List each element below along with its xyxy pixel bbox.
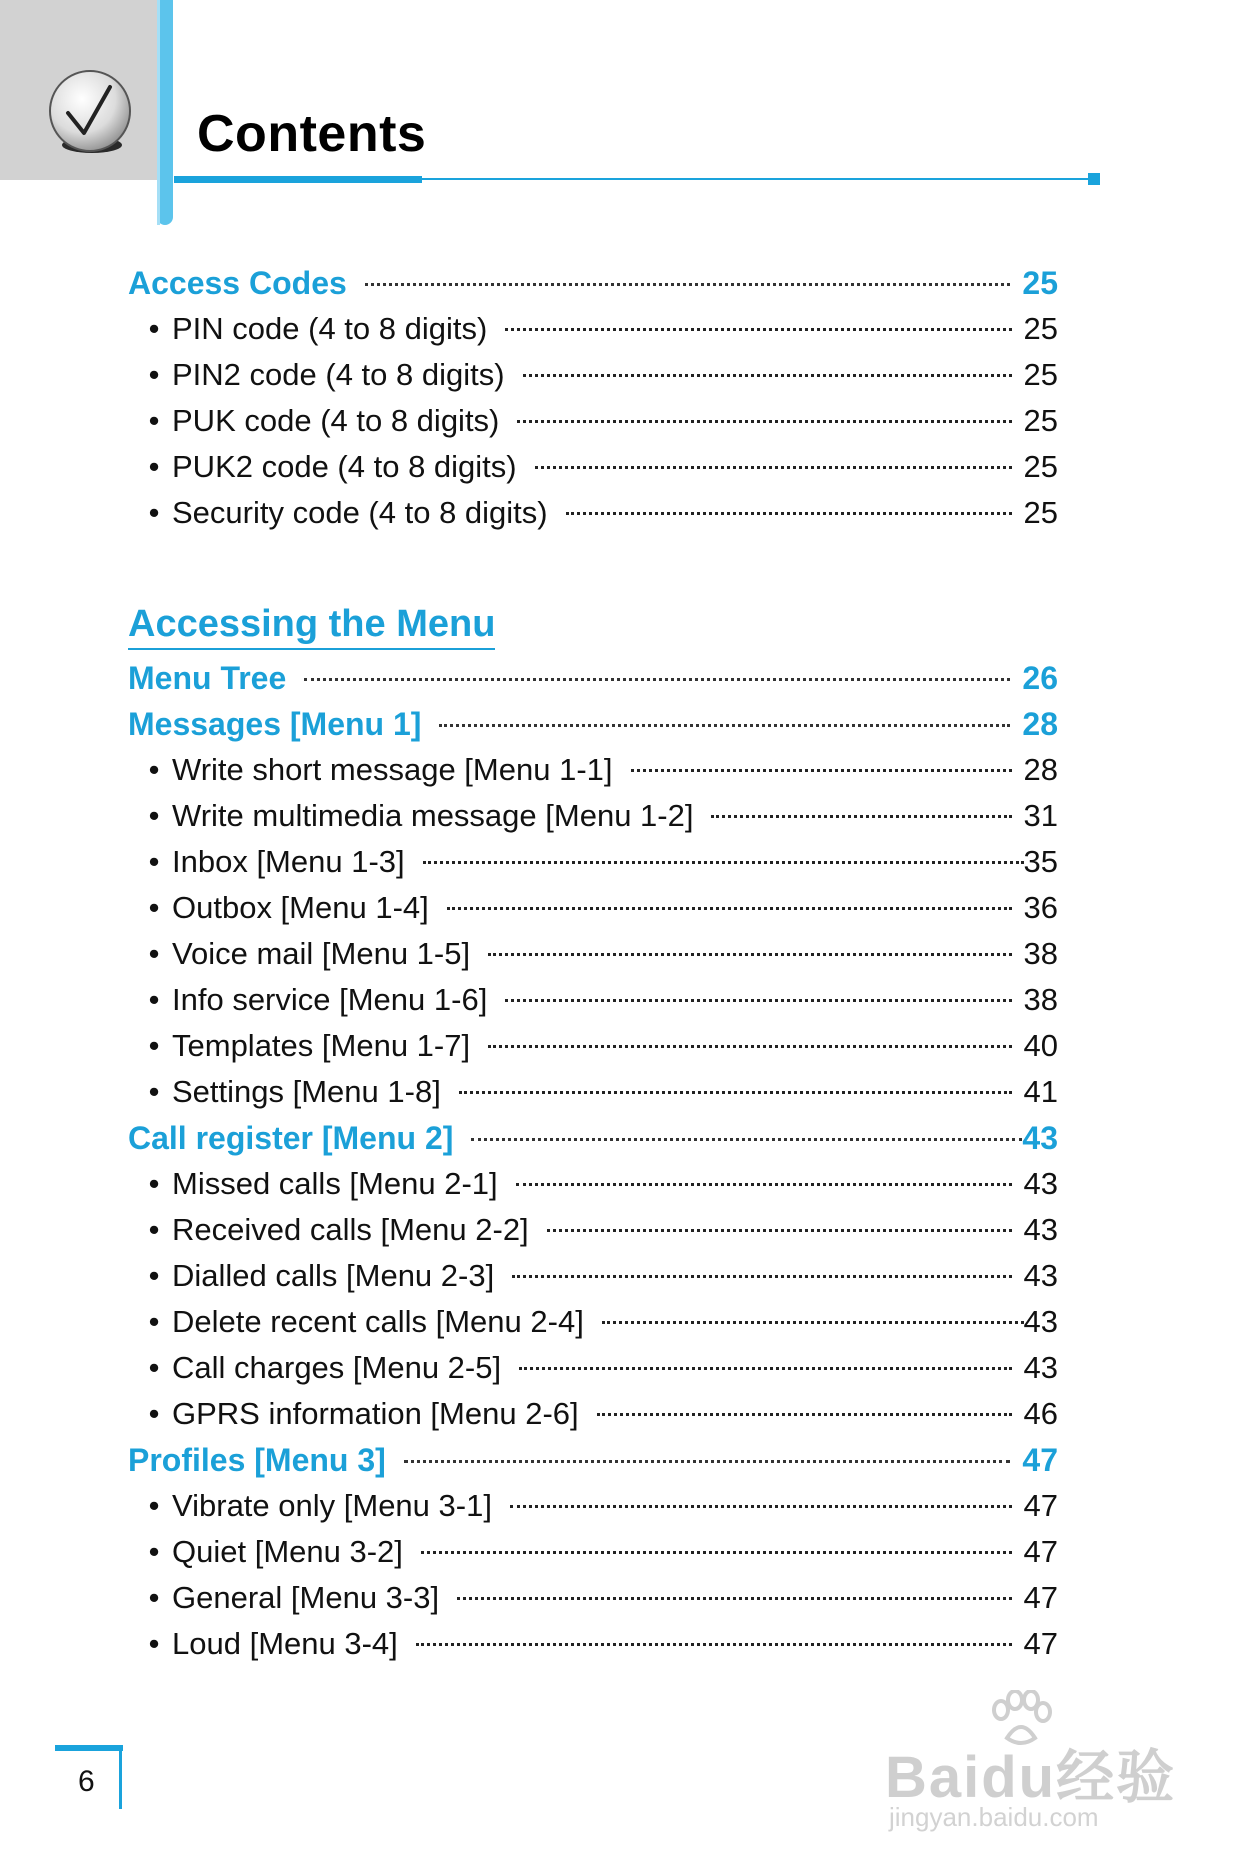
toc-entry-label: Vibrate only [Menu 3-1] — [172, 1488, 492, 1523]
toc-page-number: 40 — [1023, 1028, 1058, 1063]
bullet-icon: • — [148, 1258, 160, 1293]
toc-page-number: 43 — [1023, 1212, 1058, 1247]
toc-entry-label: Missed calls [Menu 2-1] — [172, 1166, 498, 1201]
bullet-icon: • — [148, 449, 160, 484]
bullet-icon: • — [148, 1350, 160, 1385]
toc-entry[interactable] — [128, 311, 1058, 357]
toc-entry[interactable] — [128, 982, 1058, 1028]
toc-entry[interactable] — [128, 1488, 1058, 1534]
dot-leader — [631, 769, 1012, 772]
toc-entry[interactable] — [128, 1028, 1058, 1074]
toc-entry-label: Templates [Menu 1-7] — [172, 1028, 471, 1063]
page-number-divider — [119, 1745, 122, 1809]
toc-entry[interactable] — [128, 449, 1058, 495]
toc-page-number: 35 — [1023, 844, 1058, 879]
toc-page-number: 28 — [1023, 752, 1058, 787]
dot-leader — [517, 420, 1011, 423]
toc-entry-label: PIN2 code (4 to 8 digits) — [172, 357, 505, 392]
dot-leader — [488, 1045, 1011, 1048]
toc-entry[interactable] — [128, 1580, 1058, 1626]
bullet-icon: • — [148, 936, 160, 971]
dot-leader — [404, 1460, 1011, 1463]
dot-leader — [421, 1551, 1012, 1554]
toc-entry[interactable] — [128, 1396, 1058, 1442]
dot-leader — [505, 999, 1011, 1002]
toc-entry[interactable] — [128, 844, 1058, 890]
dot-leader — [512, 1275, 1011, 1278]
toc-entry[interactable] — [128, 357, 1058, 403]
toc-page-number: 47 — [1023, 1626, 1058, 1661]
dot-leader — [457, 1597, 1011, 1600]
bullet-icon: • — [148, 1304, 160, 1339]
toc-entry[interactable] — [128, 890, 1058, 936]
dot-leader — [505, 328, 1011, 331]
toc-page-number: 43 — [1023, 1166, 1058, 1201]
toc-entry-label: Loud [Menu 3-4] — [172, 1626, 398, 1661]
dot-leader — [510, 1505, 1012, 1508]
toc-section-label: Call register [Menu 2] — [128, 1120, 454, 1156]
toc-page-number: 46 — [1023, 1396, 1058, 1431]
dot-leader — [566, 512, 1012, 515]
bullet-icon: • — [148, 752, 160, 787]
dot-leader — [488, 953, 1011, 956]
toc-entry[interactable] — [128, 1258, 1058, 1304]
toc-page-number: 47 — [1022, 1442, 1058, 1478]
toc-entry-label: Write multimedia message [Menu 1-2] — [172, 798, 694, 833]
toc-section-label: Access Codes — [128, 265, 347, 301]
toc-page-number: 25 — [1023, 311, 1058, 346]
dot-leader — [711, 815, 1011, 818]
toc-entry-label: Settings [Menu 1-8] — [172, 1074, 441, 1109]
toc-entry-label: Call charges [Menu 2-5] — [172, 1350, 502, 1385]
toc-section-label: Menu Tree — [128, 660, 287, 696]
checkmark-circle-icon — [44, 67, 136, 159]
toc-section-menu-tree[interactable] — [128, 660, 1058, 706]
dot-leader — [439, 724, 1010, 727]
toc-entry[interactable] — [128, 403, 1058, 449]
page-title: Contents — [197, 105, 427, 163]
toc-entry-label: Received calls [Menu 2-2] — [172, 1212, 529, 1247]
bullet-icon: • — [148, 844, 160, 879]
dot-leader — [523, 374, 1012, 377]
bullet-icon: • — [148, 798, 160, 833]
toc-page-number: 25 — [1023, 403, 1058, 438]
toc-entry-label: PIN code (4 to 8 digits) — [172, 311, 488, 346]
toc-entry-label: PUK2 code (4 to 8 digits) — [172, 449, 517, 484]
toc-entry-label: PUK code (4 to 8 digits) — [172, 403, 500, 438]
dot-leader — [416, 1643, 1012, 1646]
toc-entry[interactable] — [128, 495, 1058, 541]
bullet-icon: • — [148, 357, 160, 392]
toc-section-messages[interactable] — [128, 706, 1058, 752]
toc-page-number: 47 — [1023, 1488, 1058, 1523]
toc-entry[interactable] — [128, 1626, 1058, 1672]
toc-page-number: 43 — [1022, 1120, 1058, 1156]
toc-page-number: 43 — [1023, 1350, 1058, 1385]
toc-page-number: 47 — [1023, 1534, 1058, 1569]
toc-entry-label: Delete recent calls [Menu 2-4] — [172, 1304, 584, 1339]
dot-leader — [519, 1367, 1011, 1370]
toc-page-number: 38 — [1023, 936, 1058, 971]
watermark-url: jingyan.baidu.com — [889, 1802, 1099, 1832]
toc-entry[interactable] — [128, 752, 1058, 798]
toc-entry-label: Dialled calls [Menu 2-3] — [172, 1258, 495, 1293]
page-number-rule — [55, 1745, 123, 1751]
bullet-icon: • — [148, 1028, 160, 1063]
dot-leader — [547, 1229, 1012, 1232]
bullet-icon: • — [148, 1580, 160, 1615]
toc-page-number: 38 — [1023, 982, 1058, 1017]
dot-leader — [304, 678, 1010, 681]
toc-section-profiles[interactable] — [128, 1442, 1058, 1488]
bullet-icon: • — [148, 495, 160, 530]
toc-page-number: 36 — [1023, 890, 1058, 925]
dot-leader — [602, 1321, 1024, 1324]
toc-page-number: 43 — [1023, 1258, 1058, 1293]
toc-page-number: 28 — [1022, 706, 1058, 742]
toc-entry[interactable] — [128, 1074, 1058, 1120]
toc-page-number: 31 — [1023, 798, 1058, 833]
toc-entry-label: Voice mail [Menu 1-5] — [172, 936, 471, 971]
dot-leader — [459, 1091, 1012, 1094]
toc-page-number: 43 — [1023, 1304, 1058, 1339]
toc-page-number: 47 — [1023, 1580, 1058, 1615]
title-rule-end-square — [1088, 173, 1100, 185]
bullet-icon: • — [148, 311, 160, 346]
toc-entry-label: Inbox [Menu 1-3] — [172, 844, 405, 879]
bullet-icon: • — [148, 403, 160, 438]
bullet-icon: • — [148, 890, 160, 925]
dot-leader — [535, 466, 1012, 469]
toc-entry[interactable] — [128, 1534, 1058, 1580]
bullet-icon: • — [148, 1074, 160, 1109]
bullet-icon: • — [148, 1212, 160, 1247]
toc-entry-label: Security code (4 to 8 digits) — [172, 495, 548, 530]
header-vertical-bar-highlight — [157, 0, 160, 225]
title-rule-accent — [174, 176, 422, 183]
toc-entry-label: GPRS information [Menu 2-6] — [172, 1396, 579, 1431]
bullet-icon: • — [148, 1626, 160, 1661]
bullet-icon: • — [148, 982, 160, 1017]
watermark-brand: Baidu经验 — [885, 1745, 1177, 1810]
toc-page-number: 25 — [1023, 357, 1058, 392]
toc-page-number: 25 — [1023, 449, 1058, 484]
toc-page-number: 41 — [1023, 1074, 1058, 1109]
chapter-heading[interactable]: Accessing the Menu — [128, 603, 495, 650]
dot-leader — [597, 1413, 1012, 1416]
toc-entry-label: Outbox [Menu 1-4] — [172, 890, 429, 925]
toc-entry-label: Write short message [Menu 1-1] — [172, 752, 613, 787]
dot-leader — [447, 907, 1012, 910]
watermark — [885, 1690, 1185, 1840]
bullet-icon: • — [148, 1534, 160, 1569]
table-of-contents — [128, 265, 1058, 1672]
toc-entry[interactable] — [128, 1212, 1058, 1258]
toc-section-call-register[interactable] — [128, 1120, 1058, 1166]
toc-entry[interactable] — [128, 1350, 1058, 1396]
bullet-icon: • — [148, 1166, 160, 1201]
toc-section-access-codes[interactable] — [128, 265, 1058, 311]
toc-page-number: 25 — [1023, 495, 1058, 530]
toc-entry-label: General [Menu 3-3] — [172, 1580, 440, 1615]
toc-entry[interactable] — [128, 1166, 1058, 1212]
toc-entry[interactable] — [128, 1304, 1058, 1350]
toc-section-label: Messages [Menu 1] — [128, 706, 422, 742]
toc-section-label: Profiles [Menu 3] — [128, 1442, 386, 1478]
dot-leader — [471, 1138, 1022, 1141]
toc-entry[interactable] — [128, 798, 1058, 844]
toc-entry[interactable] — [128, 936, 1058, 982]
bullet-icon: • — [148, 1396, 160, 1431]
dot-leader — [423, 861, 1024, 864]
toc-entry-label: Info service [Menu 1-6] — [172, 982, 488, 1017]
page-number: 6 — [78, 1765, 95, 1798]
dot-leader — [365, 283, 1011, 286]
toc-page-number: 25 — [1022, 265, 1058, 301]
bullet-icon: • — [148, 1488, 160, 1523]
toc-page-number: 26 — [1022, 660, 1058, 696]
toc-entry-label: Quiet [Menu 3-2] — [172, 1534, 403, 1569]
dot-leader — [516, 1183, 1012, 1186]
